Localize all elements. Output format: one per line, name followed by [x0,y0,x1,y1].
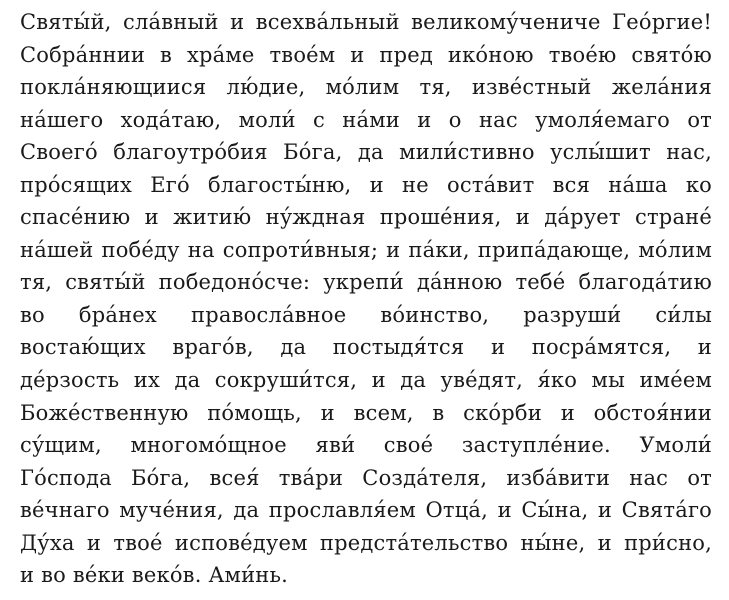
prayer-line: Святы́й, сла́вный и всехва́льный великому́чениче Гео́ргие! [20,10,712,34]
prayer-line: на́шей побе́ду на сопроти́вныя; и па́ки, припа́дающе, мо́лим [20,237,712,262]
prayer-line: де́рзость их да сокруши́тся, и да уве́дят, я́ко мы име́ем [20,368,712,393]
prayer-line: во бра́нех правосла́вное во́инство, разруши́ си́лы [20,302,712,327]
prayer-line: Боже́ственную по́мощь, и всем, в ско́рби и обстоя́нии [20,400,712,425]
prayer-line: покла́няющиися лю́дие, мо́лим тя, изве́стный жела́ния [20,75,712,100]
prayer-line: Своего́ благоутро́бия Бо́га, да мили́стивно услы́шит нас, [20,140,712,165]
prayer-line: ве́чнаго муче́ния, да прославля́ем Отца́, и Сы́на, и Свята́го [20,498,712,523]
prayer-line: су́щим, многомо́щное яви́ свое́ заступле́ние. Умоли́ [20,433,712,458]
prayer-line: Ду́ха и твое́ испове́дуем предста́тельство ны́не, и при́сно, [20,530,712,555]
prayer-line: и во ве́ки веко́в. Ами́нь. [20,563,288,588]
prayer-line: Го́спода Бо́га, всея́ тва́ри Созда́теля, избáвити нас от [20,465,712,490]
prayer-text [20,6,712,592]
prayer-line: спасе́нию и житию́ ну́ждная проше́ния, и да́рует стране́ [20,205,712,230]
prayer-line: востаю́щих враго́в, да постыдя́тся и посра́мятся, и [20,335,712,360]
prayer-line: тя, святы́й победоно́сче: укрепи́ да́нною тебе́ благода́тию [20,270,712,295]
prayer-line: на́шего хода́таю, моли́ с на́ми и о нас умоля́емаго от [20,107,712,132]
prayer-line: Собра́ннии в хра́ме твое́м и пред ико́ною твое́ю свято́ю [20,42,712,67]
prayer-line: про́сящих Его́ благосты́ню, и не оста́вит вся на́ша ко [20,172,712,197]
